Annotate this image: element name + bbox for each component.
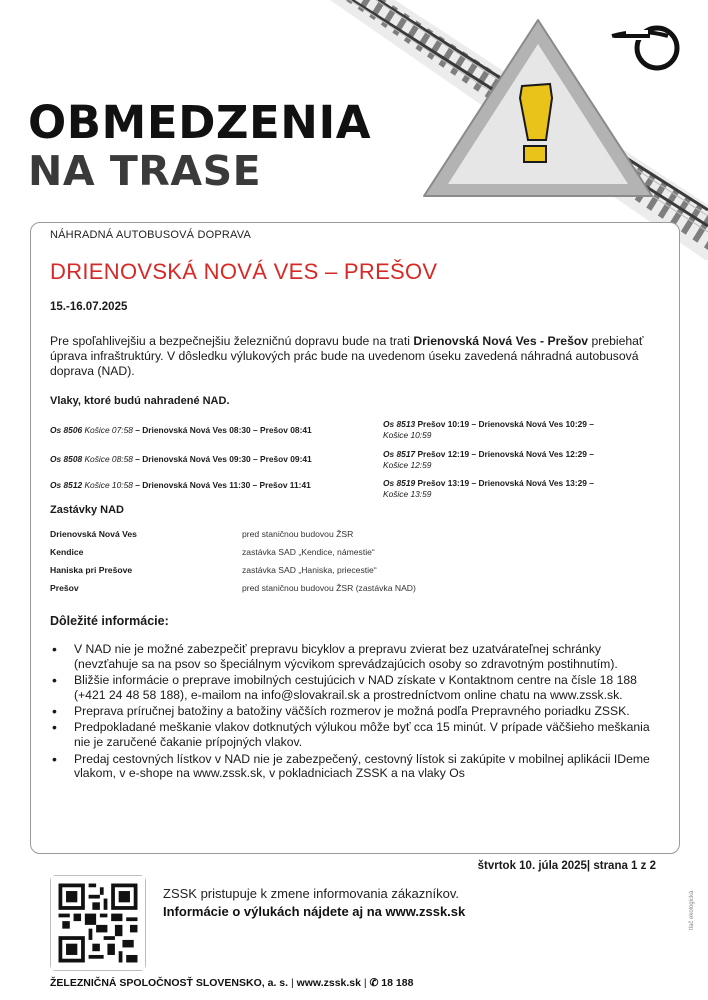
promo-line2: Informácie o výlukách nájdete aj na www.zssk.sk [163,904,466,919]
phone-icon: ✆ [369,977,379,989]
qr-code[interactable] [50,875,146,971]
train-item [50,480,311,491]
stop-location: zastávka SAD „Haniska, priecestie“ [242,565,377,575]
stop-location: pred staničnou budovou ŽSR (zastávka NAD) [242,583,416,593]
train-destination: Košice 10:59 [383,430,432,440]
intro-route-bold: Drienovská Nová Ves - Prešov [413,334,589,348]
info-item: • Bližšie informácie o preprave imobilných cestujúcich v NAD získate v Kontaktnom centre na čísle 18 188 (+421 24 48 58 188), e-mailom na info@slovakrail.sk a prostredníctvom online chatu na www.zssk.sk. [74,673,664,703]
page-title-line1: OBMEDZENIA [28,96,372,149]
stop-name: Drienovská Nová Ves [50,529,137,539]
notice-date: 15.-16.07.2025 [50,301,128,313]
page-info: štvrtok 10. júla 2025| strana 1 z 2 [477,860,656,872]
train-item [50,425,312,436]
stop-name: Haniska pri Prešove [50,565,133,575]
stop-name: Prešov [50,583,79,593]
promo-line1: ZSSK pristupuje k zmene informovania zákazníkov. [163,886,460,901]
footer-company: ŽELEZNIČNÁ SPOLOČNOSŤ SLOVENSKO, a. s. | www.zssk.sk | ✆ 18 188 [50,977,414,989]
train-item [383,419,633,441]
qr-code-pattern [51,876,145,970]
train-route: – Drienovská Nová Ves 11:30 – Prešov 11:41 [132,480,311,490]
train-route: – Drienovská Nová Ves 08:30 – Prešov 08:41 [132,425,312,435]
train-route: Prešov 12:19 – Drienovská Nová Ves 12:29 – [417,449,594,459]
train-number: Os 8513 [383,419,416,429]
train-origin: Košice 10:58 [84,480,133,490]
company-name: ŽELEZNIČNÁ SPOLOČNOSŤ SLOVENSKO, a. s. [50,977,289,989]
info-item: • Preprava príručnej batožiny a batožiny väčších rozmerov je možná podľa Prepravného poriadku ZSSK. [74,704,664,719]
train-item [50,454,312,465]
train-destination: Košice 12:59 [383,460,432,470]
company-website[interactable]: www.zssk.sk [296,977,361,989]
trains-heading: Vlaky, ktoré budú nahradené NAD. [50,395,230,407]
intro-text-start: Pre spoľahlivejšiu a bezpečnejšiu železničnú dopravu bude na trati [50,334,414,348]
train-item [383,449,633,471]
train-number: Os 8512 [50,480,83,490]
side-note: tlač ekologická [689,890,695,930]
stop-location: zastávka SAD „Kendice, námestie“ [242,547,375,557]
train-item [383,478,633,500]
page-title-line2: NA TRASE [28,147,262,195]
notice-route: DRIENOVSKÁ NOVÁ VES – PREŠOV [50,259,438,284]
stops-heading: Zastávky NAD [50,504,124,516]
notice-kicker: NÁHRADNÁ AUTOBUSOVÁ DOPRAVA [50,229,251,241]
info-item: • V NAD nie je možné zabezpečiť prepravu bicyklov a prepravu zvierat bez uzatvárateľnej schránky (nevzťahuje sa na psov so špeciálnym výcvikom sprevádzajúcich osoby so zdravotným postihnutím). [74,642,664,672]
train-destination: Košice 13:59 [383,489,432,499]
zssk-logo-icon [612,28,677,68]
info-heading: Dôležité informácie: [50,614,169,628]
company-phone: 18 188 [381,977,414,989]
train-origin: Košice 07:58 [84,425,133,435]
train-route: – Drienovská Nová Ves 09:30 – Prešov 09:41 [132,454,312,464]
train-number: Os 8517 [383,449,416,459]
train-number: Os 8506 [50,425,83,435]
info-item: • Predaj cestovných lístkov v NAD nie je zabezpečený, cestovný lístok si zakúpite v mobilnej aplikácii IDeme vlakom, v e-shope na www.zssk.sk, v pokladniciach ZSSK a na vlaky Os [74,752,664,782]
stop-location: pred staničnou budovou ŽSR [242,529,354,539]
notice-intro [50,334,660,379]
train-number: Os 8519 [383,478,416,488]
intro-text-end: prebiehať úprava infraštruktúry. V dôsledku výlukových prác bude na uvedenom úseku zavedená náhradná autobusová doprava (NAD). [50,334,644,378]
train-origin: Košice 08:58 [84,454,133,464]
info-item: • Predpokladané meškanie vlakov dotknutých výlukou môže byť cca 15 minút. V prípade väčšieho meškania nie je zaručené čakanie prípojných vlakov. [74,720,664,750]
train-number: Os 8508 [50,454,83,464]
train-route: Prešov 10:19 – Drienovská Nová Ves 10:29 – [417,419,594,429]
stop-name: Kendice [50,547,84,557]
train-route: Prešov 13:19 – Drienovská Nová Ves 13:29 – [417,478,594,488]
info-list [44,642,664,783]
